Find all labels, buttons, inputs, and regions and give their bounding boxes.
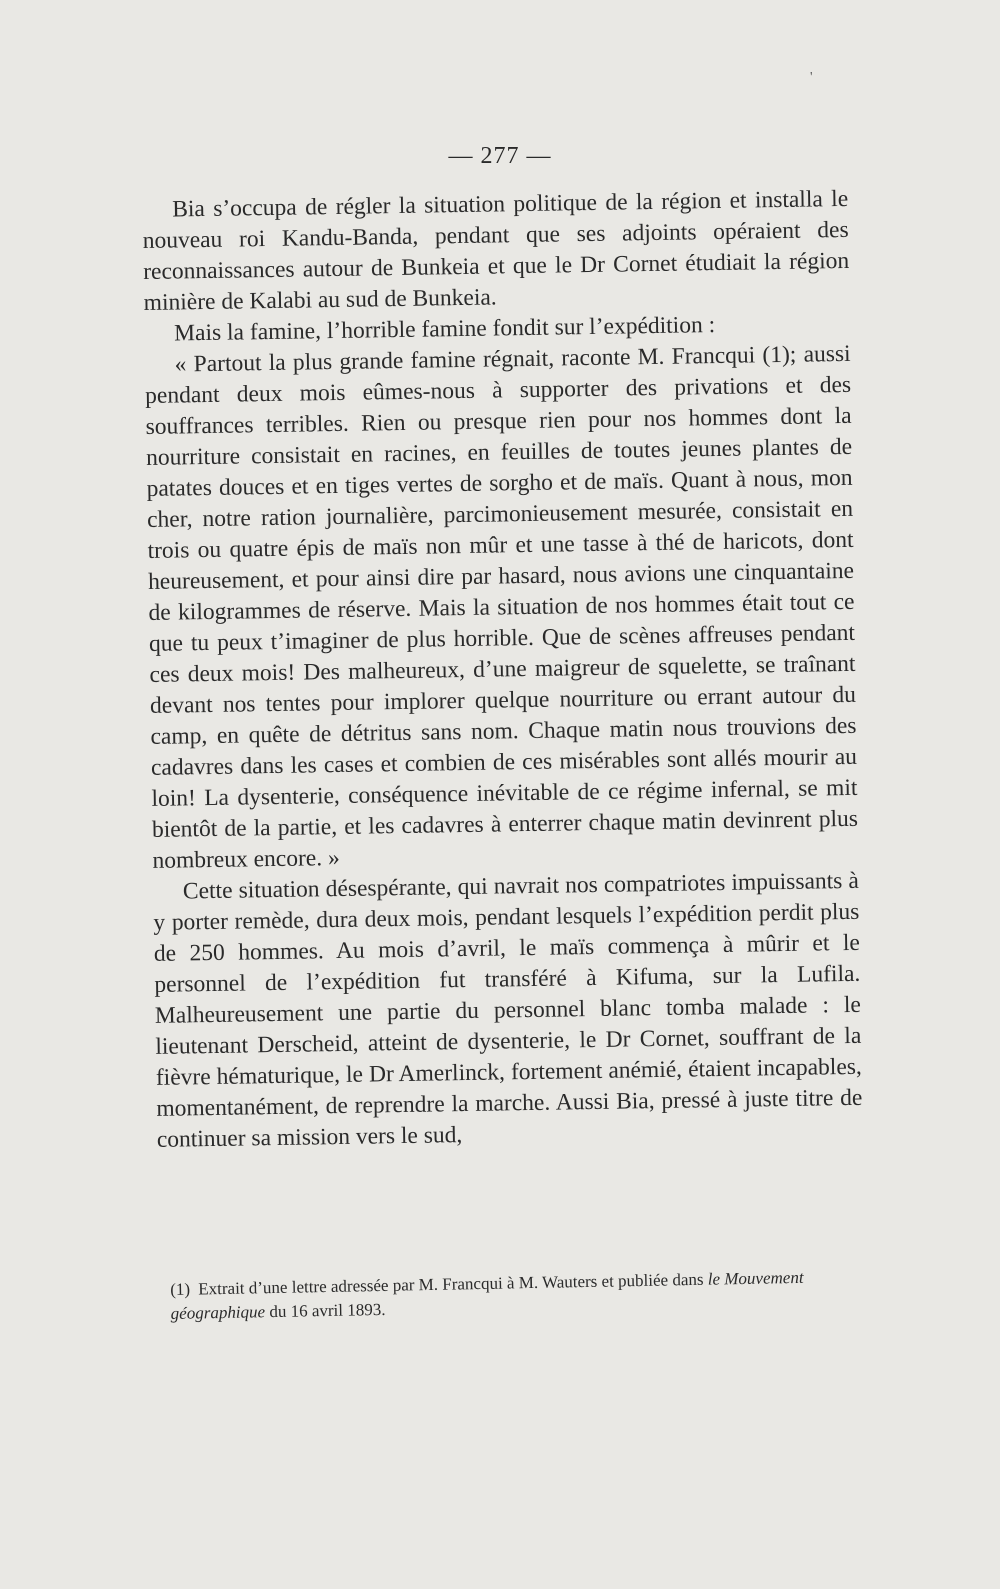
paragraph-4: Cette situation désespérante, qui navrait nos compatriotes impuissants à y porter remède, dura deux mois, pendant lesquels l’expédition perdit plus de 250 hommes. Au mois d’avril, le maïs commença à mûrir et le personnel de l’expédition fut transféré à Kifuma, sur la Lufila. Malheureusement une partie du personnel blanc tomba malade : le lieutenant Derscheid, atteint de dysenterie, le Dr Cornet, souffrant de la fièvre hématurique, le Dr Amerlinck, fortement anémié, étaient incapables, momentanément, de reprendre la marche. Aussi Bia, pressé à juste titre de continuer sa mission vers le sud, bbox=[153, 867, 863, 1153]
footnote-italic-title: le Mouvement géographique bbox=[170, 1267, 804, 1323]
footnote-text-after: du 16 avril 1893. bbox=[269, 1299, 386, 1322]
page-number: — 277 — bbox=[448, 143, 552, 169]
paragraph-2: Mais la famine, l’horrible famine fondit sur l’expédition : bbox=[173, 312, 716, 347]
footnote bbox=[170, 1265, 861, 1326]
footnote-text-before: Extrait d’une lettre adressée par M. Francqui à M. Wauters et publiée dans bbox=[198, 1269, 704, 1299]
paragraph-3-quote: « Partout la plus grande famine régnait, raconte M. Francqui (1); aussi pendant deux mois eûmes-nous à supporter des privations et des souffrances terribles. Rien ou presque rien pour nos hommes dont la nourriture consistait en racines, en feuilles de toutes jeunes plantes de patates douces et en tiges vertes de sorgho et de maïs. Quant à nous, mon cher, notre ration journalière, parcimonieusement mesurée, consistait en trois ou quatre épis de maïs non mûr et une tasse à thé de haricots, dont heureusement, et pour ainsi dire par hasard, nous avions une cinquantaine de kilogrammes de réserve. Mais la situation de nos hommes était tout ce que tu peux t’imaginer de plus horrible. Que de scènes affreuses pendant ces deux mois! Des malheureux, d’une maigreur de squelette, se traînant devant nos tentes pour implorer quelque nourriture ou errant autour du camp, en quête de détritus sans nom. Chaque matin nous trouvions des cadavres dans les cases et combien de ces misérables sont allés mourir au loin! La dysenterie, conséquence inévitable de ce régime infernal, se mit bientôt de la partie, et les cadavres à enterrer chaque matin devinrent plus nombreux encore. » bbox=[144, 340, 859, 874]
footnote-mark: (1) bbox=[170, 1279, 191, 1299]
body-text bbox=[142, 184, 863, 1156]
paragraph-1: Bia s’occupa de régler la situation politique de la région et installa le nouveau roi Kandu-Banda, pendant que ses adjoints opéraient des reconnaissances autour de Bunkeia et que le Dr Cornet étudiait la région minière de Kalabi au sud de Bunkeia. bbox=[142, 185, 850, 316]
stray-mark: ' bbox=[810, 70, 813, 85]
